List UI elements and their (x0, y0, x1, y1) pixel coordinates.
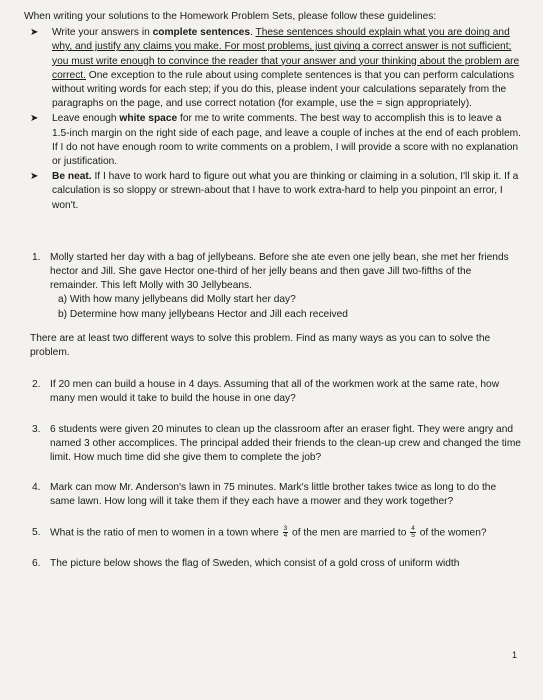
problem-text: Mark can mow Mr. Anderson's lawn in 75 minutes. Mark's little brother takes twice as long to do the same lawn. How long will it take them if they each have a mower and they work together? (50, 482, 497, 508)
problem-number: 1. (32, 251, 41, 263)
problem-text: What is the ratio of men to women in a town where $\frac{3}{4}$ of the men are married to $\frac{4}{5}$ of the women? (50, 524, 487, 540)
fraction-three-quarters: $\frac{3}{4}$ (283, 524, 288, 540)
problem-text: The picture below shows the flag of Sweden, which consist of a gold cross of uniform width (50, 557, 460, 569)
arrow-bullet-icon: ➤ (30, 27, 39, 39)
problem-1 (24, 251, 521, 322)
problem-list (24, 251, 521, 571)
problem-6 (24, 557, 521, 571)
problem-number: 2. (32, 379, 41, 391)
problem-text: 6 students were given 20 minutes to clean up the classroom after an eraser fight. They were angry and named 3 other accomplices. The principal added their friends to the clean-up crew and changed the time limit. How much time did she give them to complete the job? (50, 423, 521, 464)
problem-number: 5. (32, 526, 41, 538)
intro-text: When writing your solutions to the Homework Problem Sets, please follow these guidelines: (24, 11, 437, 22)
problem-number: 4. (32, 482, 41, 494)
guideline-white-space: ➤ Leave enough white space for me to write comments. The best way to accomplish this is to leave a 1.5-inch margin on the right side of each page, and leave a couple of inches at the end of each problem. If I do not have enough room to write comments on a problem, I will provide a score with no explanation or justification. (30, 113, 521, 168)
problem-number: 3. (32, 423, 41, 435)
problem-1-part-a: a) With how many jellybeans did Molly start her day? (58, 294, 296, 306)
problem-2 (24, 378, 521, 406)
problem-5 (24, 526, 521, 541)
underlined-requirement: These sentences should explain what you are doing and why, and justify any claims you make. For most problems, just giving a correct answer is not sufficient; you must write enough to convince the reader that your answer and your thinking about the problem are correct. (52, 27, 520, 81)
fraction-four-fifths: $\frac{4}{5}$ (411, 524, 415, 540)
guideline-be-neat: ➤ Be neat. If I have to work hard to figure out what you are thinking or claiming in a solution, I'll skip it. If a calculation is so sloppy or strewn-about that I have to work extra-hard to help you pinpoint an error, I won't. (30, 171, 519, 211)
page-number: 1 (511, 649, 517, 660)
arrow-bullet-icon: ➤ (30, 171, 39, 183)
guidelines-list (24, 26, 521, 213)
problem-3 (24, 423, 521, 466)
problem-text: Molly started her day with a bag of jellybeans. Before she ate even one jelly bean, she met her friends hector and Jill. She gave Hector one-third of her jelly beans and then gave Jill two-fifths of the remainder. This left Molly with 30 Jellybeans. (50, 251, 509, 292)
solution-note: There are at least two different ways to solve this problem. Find as many ways as you can to solve the problem. (30, 332, 491, 359)
problem-4 (24, 481, 521, 509)
problem-text: If 20 men can build a house in 4 days. Assuming that all of the workmen work at the same rate, how many men would it take to build the house in one day? (50, 379, 500, 405)
problem-number: 6. (32, 557, 41, 569)
guideline-complete-sentences: ➤ Write your answers in complete sentences. These sentences should explain what you are doing and why, and justify any claims you make. For most problems, just giving a correct answer is not sufficient; you must write enough to convince the reader that your answer and your thinking about the problem are correct. One exception to the rule about using complete sentences is that you can perform calculations without writing words for each step; if you do this, please indent your calculations separately from the paragraphs on the page, and use correct notation (for example, use the = sign appropriately). (30, 27, 520, 110)
problem-1-part-b: b) Determine how many jellybeans Hector and Jill each received (58, 308, 348, 320)
arrow-bullet-icon: ➤ (30, 113, 39, 125)
